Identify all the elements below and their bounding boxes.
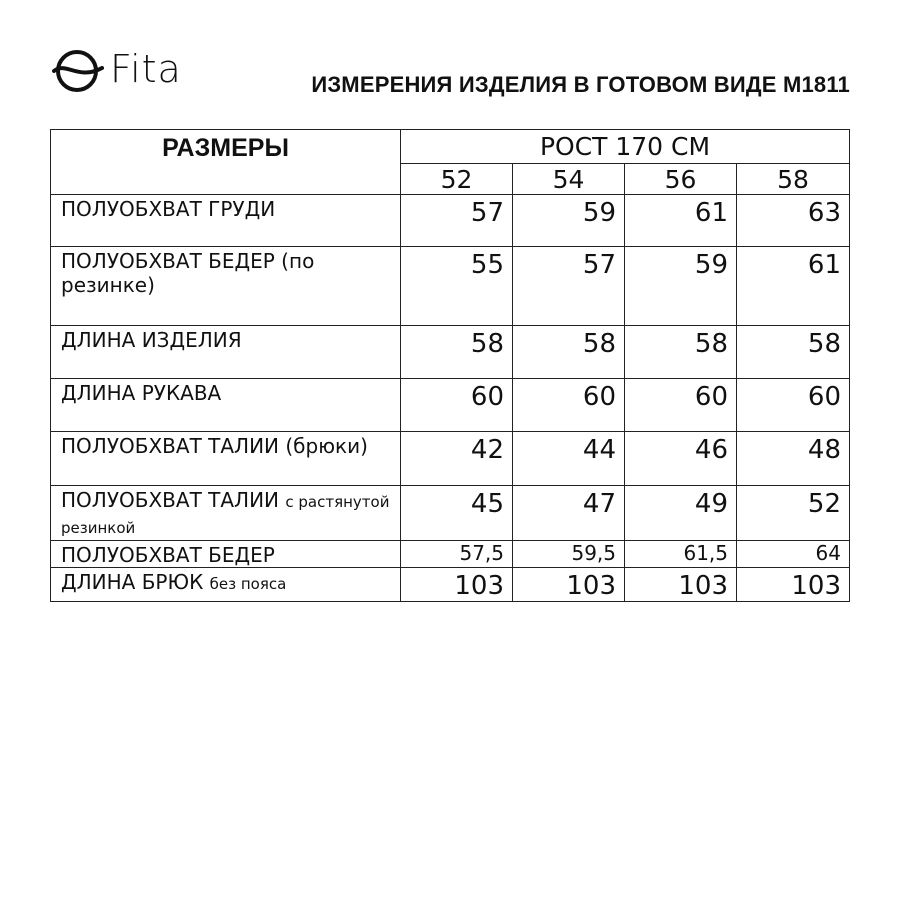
measurement-name: ДЛИНА ИЗДЕЛИЯ [61, 328, 242, 352]
measurement-label [51, 326, 401, 379]
measurement-value: 60 [737, 379, 850, 432]
measurement-value: 61 [625, 195, 737, 247]
measurement-value: 44 [513, 432, 625, 486]
brand-name: Fita [110, 47, 182, 91]
measurement-value: 47 [513, 486, 625, 541]
measurement-value: 63 [737, 195, 850, 247]
measurement-label [51, 195, 401, 247]
measurement-value: 49 [625, 486, 737, 541]
table-row [51, 379, 850, 432]
measurement-value: 103 [513, 568, 625, 602]
measurement-value: 59 [625, 247, 737, 326]
measurement-value: 64 [737, 541, 850, 568]
measurement-value: 58 [737, 326, 850, 379]
size-header: 54 [513, 164, 625, 195]
measurement-value: 103 [737, 568, 850, 602]
measurement-value: 57,5 [401, 541, 513, 568]
size-header: 58 [737, 164, 850, 195]
measurement-label [51, 486, 401, 541]
table-row [51, 247, 850, 326]
measurement-value: 61,5 [625, 541, 737, 568]
measurement-value: 52 [737, 486, 850, 541]
measurement-value: 57 [401, 195, 513, 247]
measurement-name: ПОЛУОБХВАТ ТАЛИИ (брюки) [61, 434, 368, 458]
measurement-label [51, 568, 401, 602]
measurement-value: 58 [401, 326, 513, 379]
measurement-label [51, 541, 401, 568]
measurement-name: ПОЛУОБХВАТ ГРУДИ [61, 197, 276, 221]
measurement-value: 42 [401, 432, 513, 486]
measurement-label [51, 432, 401, 486]
measurement-value: 55 [401, 247, 513, 326]
table-row [51, 568, 850, 602]
measurement-value: 103 [625, 568, 737, 602]
fita-theta-icon [52, 44, 104, 94]
height-header: РОСТ 170 СМ [401, 130, 850, 164]
measurement-value: 103 [401, 568, 513, 602]
measurement-name: ПОЛУОБХВАТ БЕДЕР [61, 543, 275, 567]
table-row [51, 486, 850, 541]
measurement-value: 45 [401, 486, 513, 541]
table-row [51, 432, 850, 486]
measurement-value: 60 [513, 379, 625, 432]
measurement-value: 60 [625, 379, 737, 432]
sizes-header: РАЗМЕРЫ [51, 130, 401, 195]
measurement-value: 60 [401, 379, 513, 432]
measurements-table [50, 129, 850, 602]
table-row [51, 541, 850, 568]
brand-logo [52, 44, 182, 94]
measurement-note: с растянутой резинкой [61, 493, 390, 537]
measurement-name: ДЛИНА БРЮК [61, 570, 204, 594]
size-header: 56 [625, 164, 737, 195]
measurement-label [51, 247, 401, 326]
measurement-note: без пояса [209, 575, 287, 593]
measurement-value: 57 [513, 247, 625, 326]
table-header-row [51, 130, 850, 164]
measurement-label [51, 379, 401, 432]
size-header: 52 [401, 164, 513, 195]
measurement-name: ДЛИНА РУКАВА [61, 381, 222, 405]
measurement-value: 58 [513, 326, 625, 379]
document-title: ИЗМЕРЕНИЯ ИЗДЕЛИЯ В ГОТОВОМ ВИДЕ М1811 [311, 72, 850, 97]
measurement-value: 48 [737, 432, 850, 486]
measurement-value: 61 [737, 247, 850, 326]
measurement-name: ПОЛУОБХВАТ БЕДЕР (по резинке) [61, 249, 315, 297]
measurement-name: ПОЛУОБХВАТ ТАЛИИ [61, 488, 280, 512]
measurement-value: 46 [625, 432, 737, 486]
table-row [51, 195, 850, 247]
measurement-value: 58 [625, 326, 737, 379]
table-row [51, 326, 850, 379]
measurement-value: 59,5 [513, 541, 625, 568]
measurement-value: 59 [513, 195, 625, 247]
